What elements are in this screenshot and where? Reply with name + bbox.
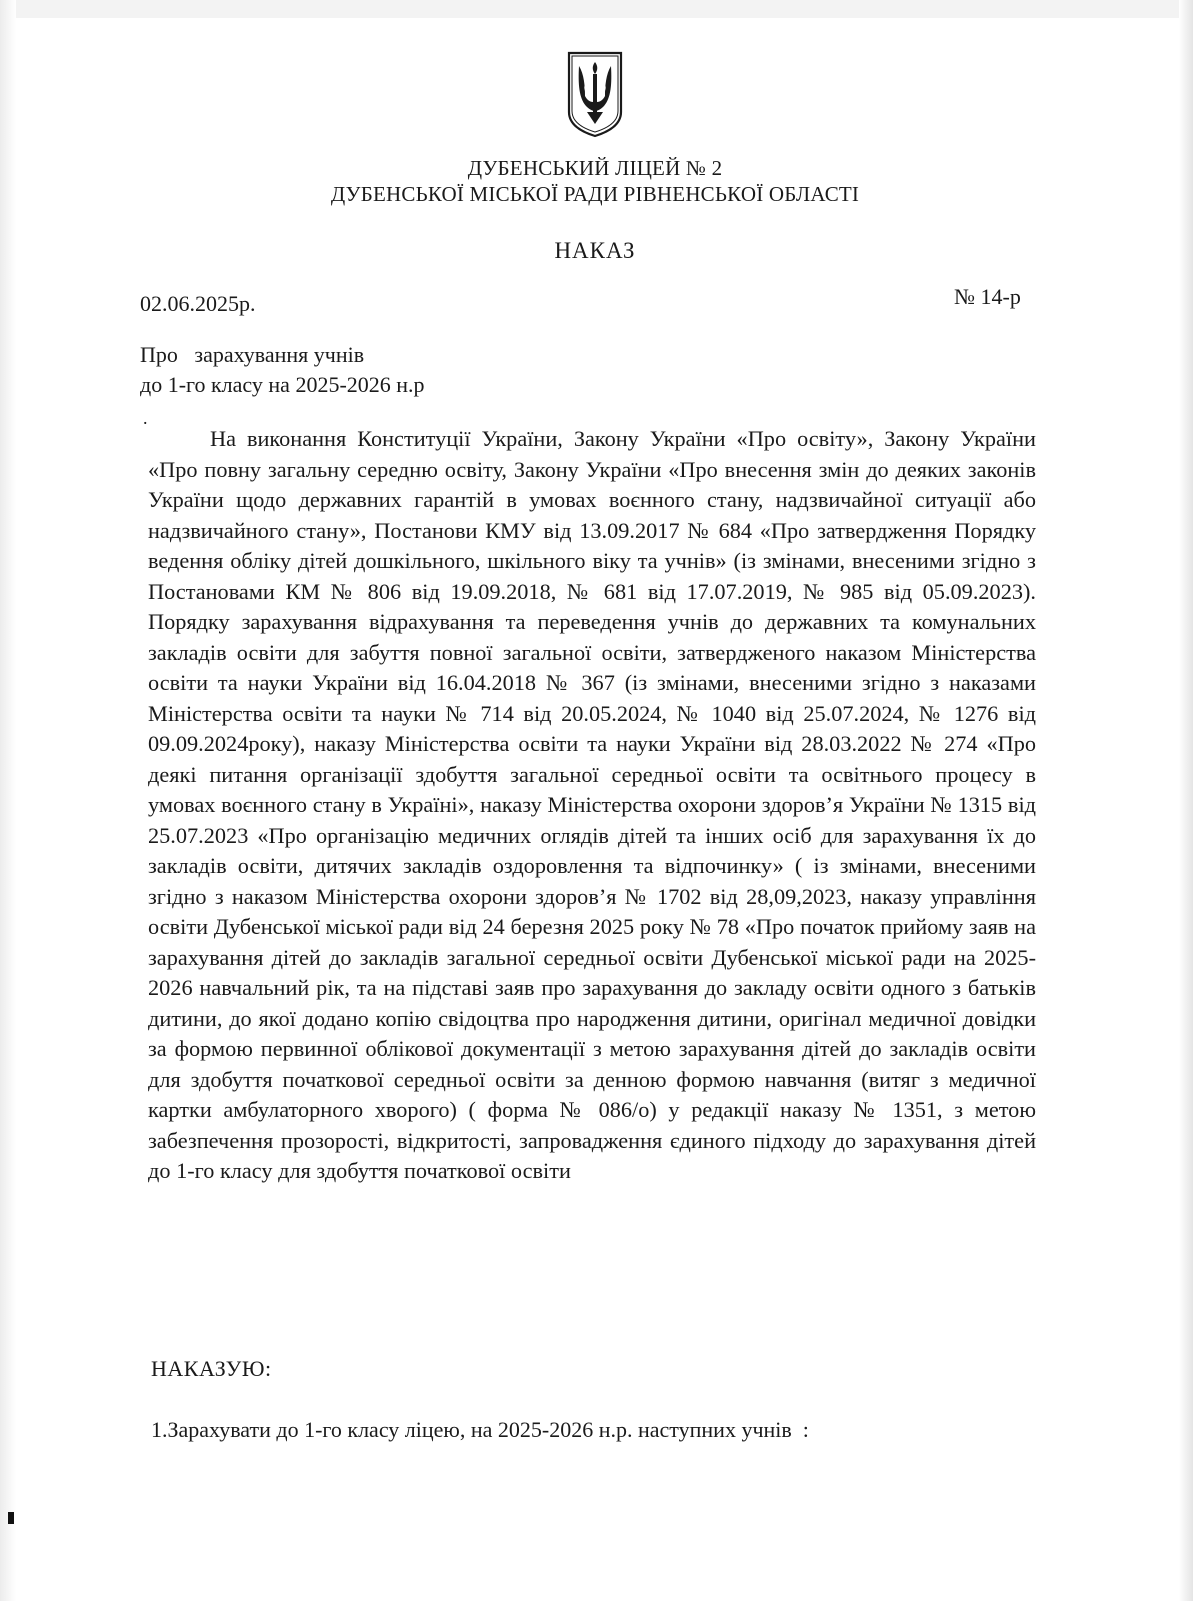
scan-right-edge: [1179, 0, 1193, 1601]
school-name-line1: ДУБЕНСЬКИЙ ЛІЦЕЙ № 2: [467, 156, 723, 180]
order-directive: НАКАЗУЮ:: [151, 1356, 272, 1381]
order-date: 02.06.2025р.: [140, 291, 256, 316]
scan-top-strip: [0, 0, 1193, 18]
subject-line-2: до 1-го класу на 2025-2026 н.р: [140, 372, 425, 397]
school-name-line2: ДУБЕНСЬКОЇ МІСЬКОЇ РАДИ РІВНЕНСЬКОЇ ОБЛАСТІ: [330, 182, 860, 206]
order-item-1: 1.Зарахувати до 1-го класу ліцею, на 2025-2026 н.р. наступних учнів :: [151, 1417, 809, 1442]
stray-dot: .: [143, 408, 148, 428]
trident-coat-of-arms-icon: [566, 50, 624, 138]
subject-line-1: Про зарахування учнів: [140, 342, 365, 367]
preamble-paragraph: На виконання Конституції України, Закону України «Про освіту», Закону України «Про повну загальну середню освіту, Закону України «Про внесення змін до деяких законів України щодо державних гарантій в умовах воєнного стану, надзвичайної ситуації або надзвичайного стану», Постанови КМУ від 13.09.2017 № 684 «Про затвердження Порядку ведення обліку дітей дошкільного, шкільного віку та учнів» (із змінами, внесеними згідно з Постановами КМ № 806 від 19.09.2018, № 681 від 17.07.2019, № 985 від 05.09.2023). Порядку зарахування відрахування та переведення учнів до державних та комунальних закладів освіти для забуття повної загальної освіти, затвердженого наказом Міністерства освіти та науки України від 16.04.2018 № 367 (із змінами, внесеними згідно з наказами Міністерства освіти та науки № 714 від 20.05.2024, № 1040 від 25.07.2024, № 1276 від 09.09.2024року), наказу Міністерства освіти та науки України від 28.03.2022 № 274 «Про деякі питання організації здобуття загальної середньої освіти та освітнього процесу в умовах воєнного стану в Україні», наказу Міністерства охорони здоров’я України № 1315 від 25.07.2023 «Про організацію медичних оглядів дітей та інших осіб для зарахування їх до закладів освіти, дитячих закладів оздоровлення та відпочинку» ( із змінами, внесеними згідно з наказом Міністерства охорони здоров’я № 1702 від 28,09,2023, наказу управління освіти Дубенської міської ради від 24 березня 2025 року № 78 «Про початок прийому заяв на зарахування дітей до закладів загальної середньої освіти Дубенської міської ради на 2025-2026 навчальний рік, та на підставі заяв про зарахування до закладу освіти одного з батьків дитини, до якої додано копію свідоцтва про народження дитини, оригінал медичної довідки за формою первинної облікової документації з метою зарахування дітей до закладів освіти для здобуття початкової середньої освіти за денною формою навчання (витяг з медичної картки амбулаторного хворого) ( форма № 086/о) у редакції наказу № 1351, з метою забезпечення прозорості, відкритості, запровадження єдиного підходу до зарахування дітей до 1-го класу для здобуття початкової освіти: [148, 426, 1036, 1183]
document-type-title: НАКАЗ: [554, 238, 636, 263]
scan-mark: [8, 1512, 14, 1524]
order-number: № 14-р: [954, 284, 1021, 309]
order-subject: [140, 340, 425, 400]
scan-left-edge: [0, 0, 16, 1601]
